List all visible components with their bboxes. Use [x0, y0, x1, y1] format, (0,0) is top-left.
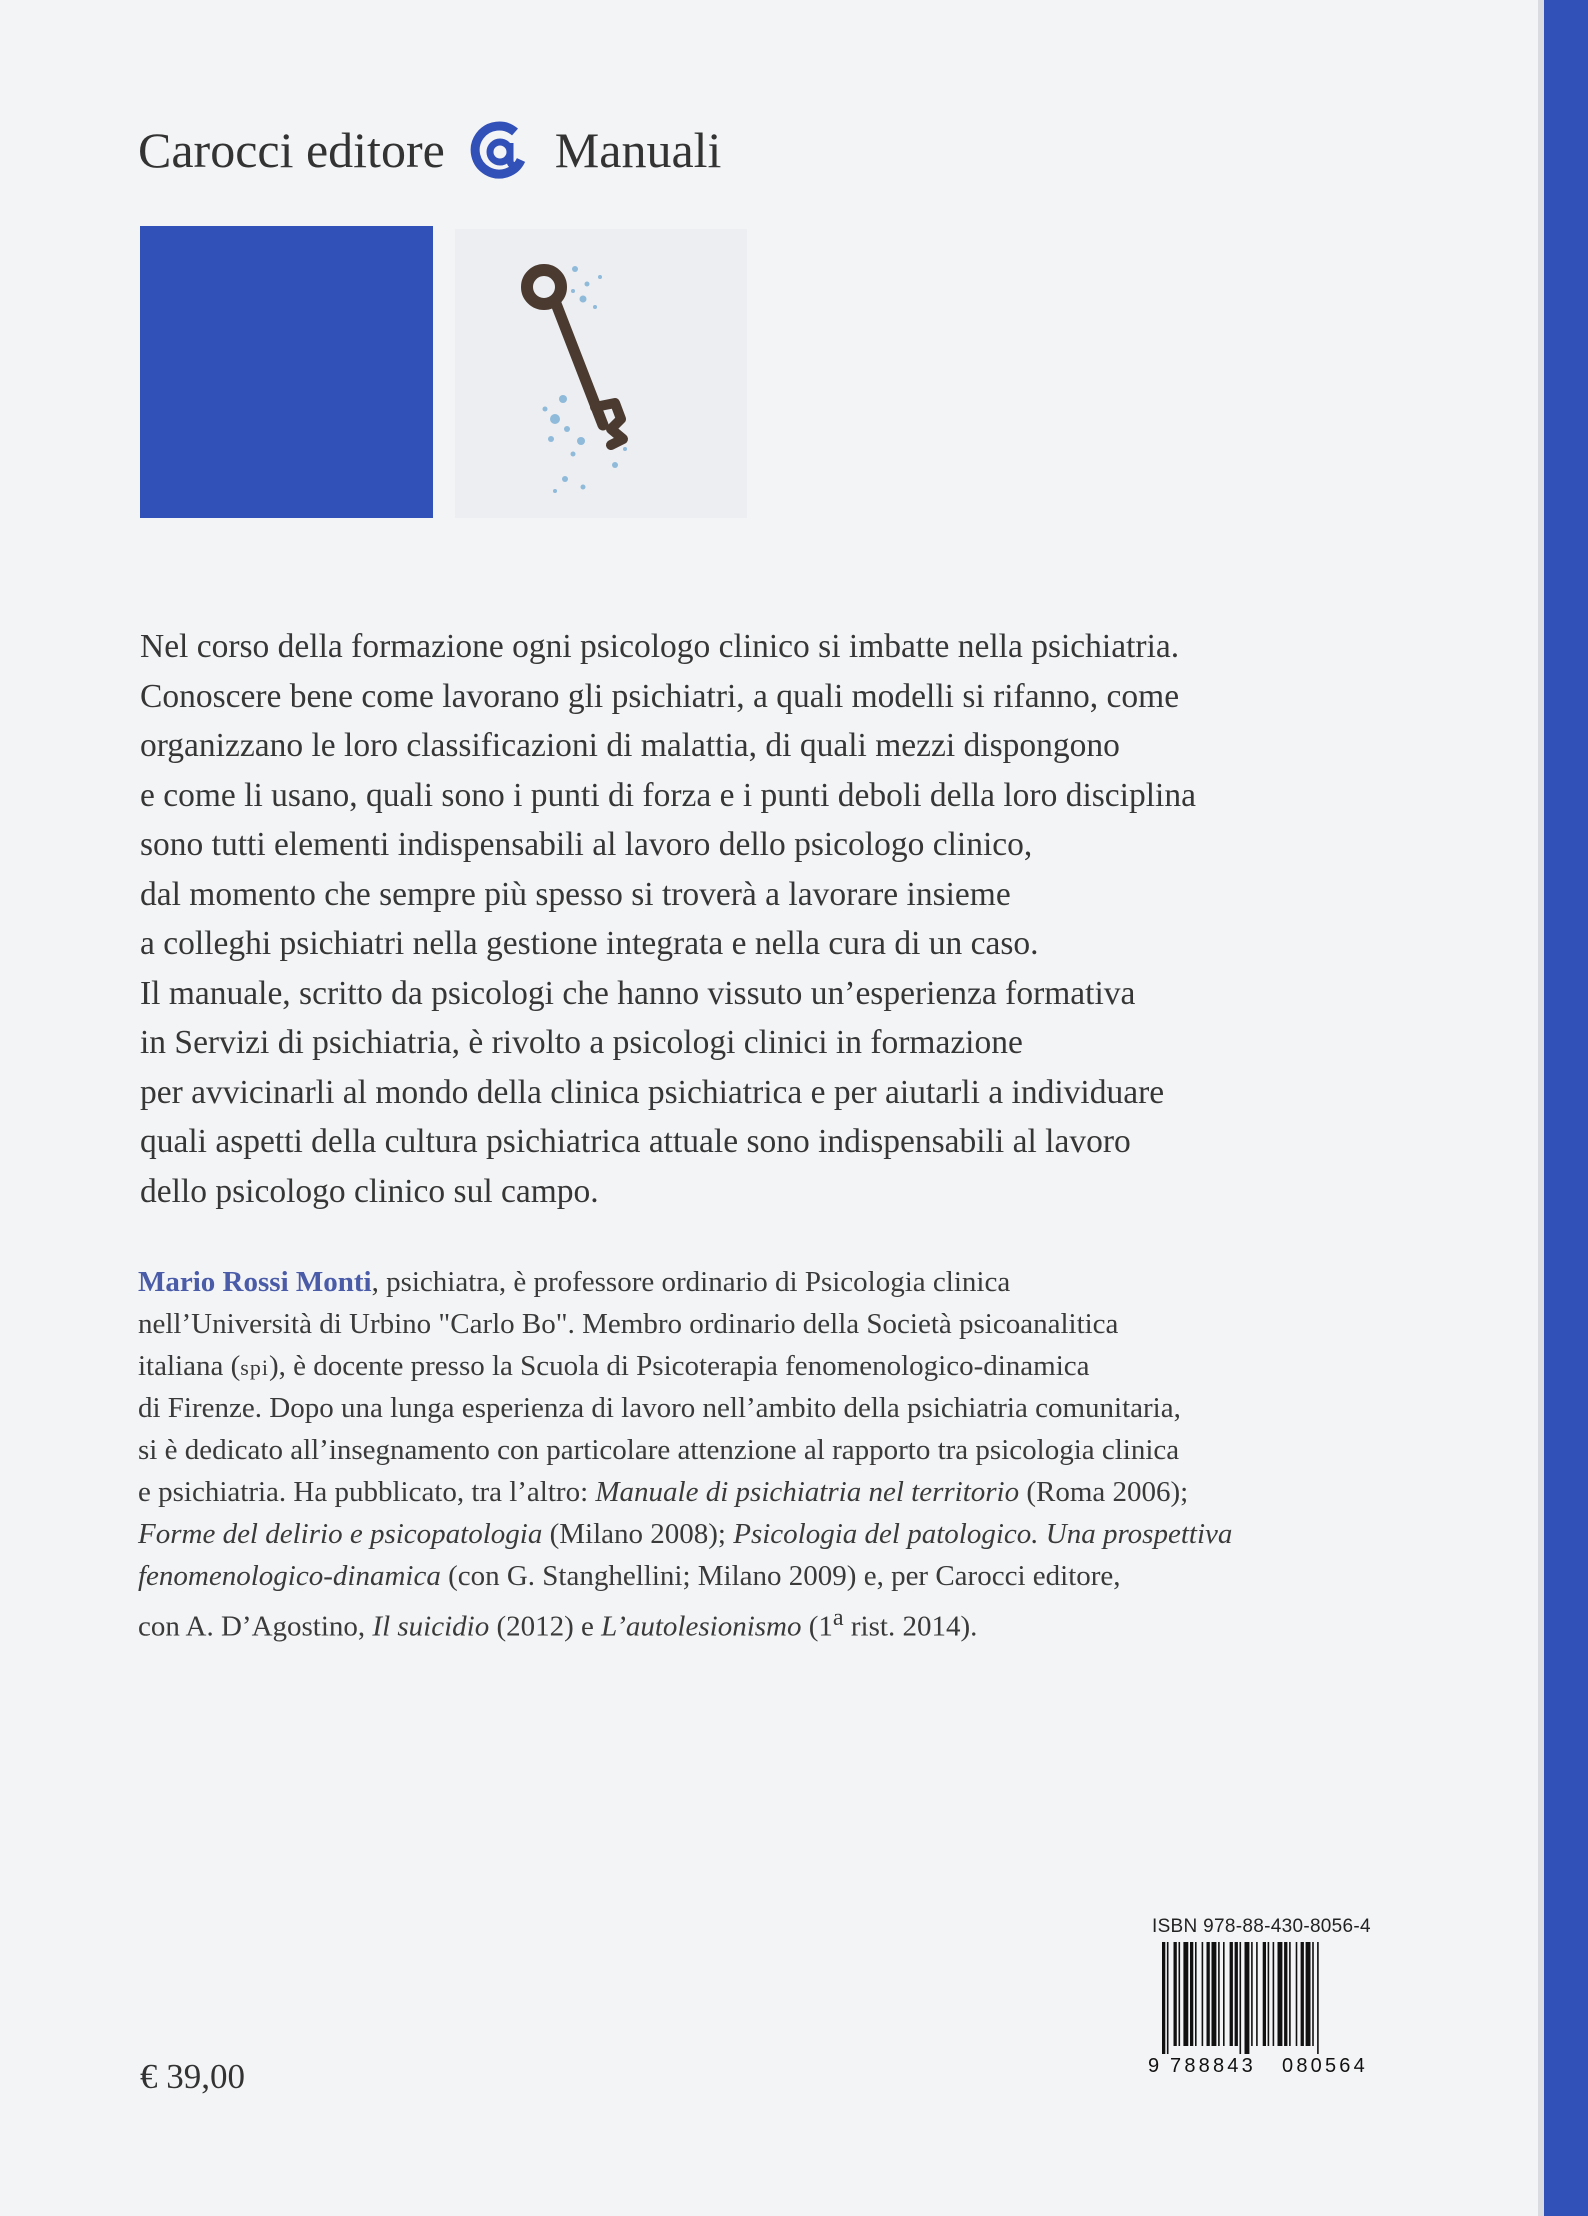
- isbn-label: ISBN 978-88-430-8056-4: [1152, 1916, 1371, 1937]
- publisher-header: [138, 110, 721, 190]
- description-line: per avvicinarli al mondo della clinica psichiatrica e per aiutarli a individuare: [140, 1073, 1165, 1111]
- description-line: Nel corso della formazione ogni psicologo clinico si imbatte nella psichiatria.: [140, 628, 1180, 665]
- author-name: Mario Rossi Monti: [138, 1266, 372, 1298]
- bio-line: Forme del delirio e psicopatologia (Milano 2008); Psicologia del patologico. Una prospettiva: [138, 1517, 1233, 1550]
- bio-line: si è dedicato all’insegnamento con particolare attenzione al rapporto tra psicologia clinica: [138, 1434, 1180, 1467]
- barcode-bar: [1301, 1942, 1304, 2046]
- bio-line: e psichiatria. Ha pubblicato, tra l’altro: Manuale di psichiatria nel territorio (Roma 2006);: [138, 1475, 1189, 1508]
- barcode-lead-digit: 9: [1148, 2055, 1160, 2076]
- barcode-digits-left: 788843: [1170, 2055, 1256, 2076]
- barcode-bar: [1263, 1942, 1266, 2046]
- at-sign-logo-icon: [467, 116, 535, 184]
- barcode-bar: [1268, 1942, 1270, 2046]
- description-line: e come li usano, quali sono i punti di forza e i punti deboli della loro disciplina: [140, 776, 1196, 814]
- spine-blue-band: [1544, 0, 1588, 2216]
- bio-line: fenomenologico-dinamica (con G. Stanghellini; Milano 2009) e, per Carocci editore,: [138, 1559, 1121, 1592]
- barcode-bar: [1251, 1942, 1253, 2046]
- description-line: organizzano le loro classificazioni di malattia, di quali mezzi dispongono: [140, 727, 1120, 764]
- barcode-bar: [1223, 1942, 1225, 2046]
- barcode-bar: [1179, 1942, 1181, 2046]
- bio-line: con A. D’Agostino, Il suicidio (2012) e L’autolesionismo (1$^a$ rist. 2014).: [138, 1604, 978, 1644]
- barcode-bar: [1289, 1942, 1291, 2046]
- description-line: in Servizi di psichiatria, è rivolto a psicologi clinici in formazione: [140, 1024, 1023, 1061]
- barcode-bar: [1256, 1942, 1258, 2046]
- barcode-digits-right: 080564: [1282, 2055, 1368, 2076]
- book-title: Il suicidio: [372, 1611, 490, 1644]
- barcode-bar: [1202, 1942, 1204, 2046]
- barcode-bar: [1167, 1942, 1169, 2054]
- blue-square-block: [140, 226, 433, 518]
- barcode-bar: [1284, 1942, 1287, 2046]
- barcode-bar: [1212, 1942, 1217, 2046]
- barcode-bar: [1306, 1942, 1311, 2046]
- barcode-bar: [1317, 1942, 1319, 2054]
- description-line: Conoscere bene come lavorano gli psichiatri, a quali modelli si rifanno, come: [140, 677, 1180, 715]
- barcode-bar: [1218, 1942, 1220, 2046]
- barcode-bar: [1273, 1942, 1275, 2046]
- barcode-bar: [1230, 1942, 1233, 2046]
- barcode-bar: [1240, 1942, 1242, 2054]
- book-title: Forme del delirio e psicopatologia: [138, 1517, 543, 1550]
- series-name: Manuali: [554, 122, 722, 178]
- barcode-bar: [1162, 1942, 1165, 2054]
- description-line: a colleghi psichiatri nella gestione integrata e nella cura di un caso.: [140, 925, 1039, 962]
- description-line: quali aspetti della cultura psichiatrica attuale sono indispensabili al lavoro: [140, 1123, 1131, 1160]
- book-title: Manuale di psichiatria nel territorio: [595, 1475, 1020, 1508]
- book-title: Psicologia del patologico. Una prospettiva: [733, 1517, 1233, 1550]
- barcode-bar: [1174, 1942, 1177, 2046]
- bio-line: di Firenze. Dopo una lunga esperienza di lavoro nell’ambito della psichiatria comunitaria,: [138, 1392, 1181, 1425]
- barcode-bar: [1296, 1942, 1298, 2046]
- key-icon: [455, 229, 747, 518]
- description-line: dello psicologo clinico sul campo.: [140, 1172, 599, 1210]
- book-title: fenomenologico-dinamica: [138, 1559, 441, 1592]
- barcode: [1148, 1942, 1398, 2076]
- author-bio: [138, 1262, 1438, 1649]
- bio-line: nell’Università di Urbino "Carlo Bo". Membro ordinario della Società psicoanalitica: [138, 1307, 1119, 1340]
- description-text: [140, 622, 1440, 1216]
- description-line: Il manuale, scritto da psicologi che hanno vissuto un’esperienza formativa: [140, 974, 1136, 1012]
- publisher-name: Carocci editore: [138, 122, 445, 178]
- description-line: dal momento che sempre più spesso si troverà a lavorare insieme: [140, 875, 1011, 913]
- barcode-bar: [1183, 1942, 1188, 2046]
- barcode-bar: [1207, 1942, 1210, 2046]
- bio-line: italiana (spi), è docente presso la Scuola di Psicoterapia fenomenologico-dinamica: [138, 1349, 1090, 1382]
- description-line: sono tutti elementi indispensabili al lavoro dello psicologo clinico,: [140, 826, 1033, 863]
- barcode-bar: [1312, 1942, 1314, 2046]
- bio-line: Mario Rossi Monti, psichiatra, è professore ordinario di Psicologia clinica: [138, 1266, 1011, 1298]
- barcode-bar: [1195, 1942, 1197, 2046]
- barcode-bar: [1245, 1942, 1250, 2054]
- barcode-bar: [1190, 1942, 1193, 2046]
- barcode-bar: [1278, 1942, 1283, 2046]
- barcode-bar: [1235, 1942, 1238, 2046]
- price: € 39,00: [140, 2057, 245, 2096]
- book-title: L’autolesionismo: [601, 1611, 802, 1644]
